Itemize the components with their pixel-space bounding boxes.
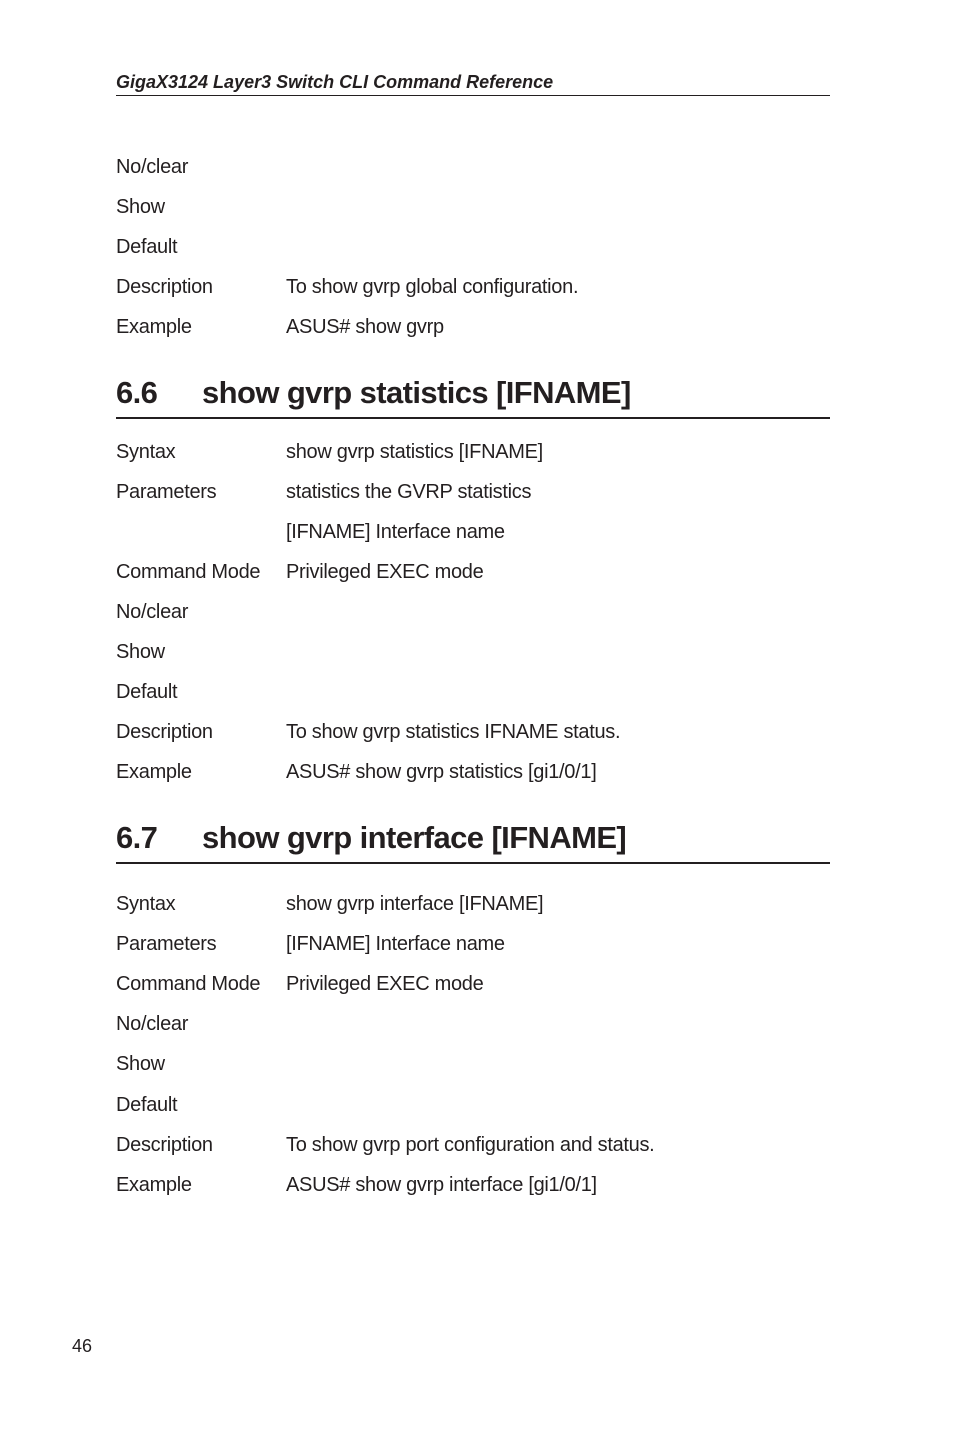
field-row [116, 477, 531, 507]
section-title: show gvrp statistics [IFNAME] [202, 375, 631, 410]
field-value: show gvrp statistics [IFNAME] [286, 441, 543, 463]
field-label: Command Mode [116, 561, 261, 583]
field-row [116, 517, 505, 547]
field-label: No/clear [116, 1013, 189, 1035]
field-row [116, 192, 286, 222]
field-label: Example [116, 316, 192, 338]
field-label: Syntax [116, 441, 176, 463]
field-value: Privileged EXEC mode [286, 561, 484, 583]
field-row [116, 677, 286, 707]
field-label: Description [116, 1134, 213, 1156]
field-value: show gvrp interface [IFNAME] [286, 893, 544, 915]
field-row [116, 1009, 286, 1039]
field-label: Description [116, 276, 213, 298]
section-heading-6-6 [116, 371, 830, 419]
field-label: Description [116, 721, 213, 743]
field-row [116, 597, 286, 627]
field-row [116, 1090, 286, 1120]
field-row [116, 757, 596, 787]
running-header: GigaX3124 Layer3 Switch CLI Command Reference [116, 69, 830, 96]
field-value: ASUS# show gvrp [286, 316, 444, 338]
field-row [116, 152, 286, 182]
field-row [116, 717, 620, 747]
field-label: Default [116, 681, 178, 703]
field-label: No/clear [116, 601, 189, 623]
field-row [116, 272, 578, 302]
field-label: Show [116, 641, 165, 663]
section-number: 6.6 [116, 375, 158, 410]
field-row [116, 557, 483, 587]
field-row [116, 889, 543, 919]
field-row [116, 637, 286, 667]
field-row [116, 1170, 597, 1200]
field-label: Show [116, 1053, 165, 1075]
field-label: Command Mode [116, 973, 261, 995]
field-label: Default [116, 1094, 178, 1116]
field-value: statistics the GVRP statistics [286, 481, 532, 503]
field-row [116, 929, 505, 959]
field-value: To show gvrp global configuration. [286, 276, 579, 298]
field-value: [IFNAME] Interface name [286, 933, 505, 955]
page-number: 46 [72, 1336, 93, 1356]
field-row [116, 1130, 654, 1160]
section-heading-6-7 [116, 816, 830, 864]
field-label: Example [116, 761, 192, 783]
field-value: ASUS# show gvrp statistics [gi1/0/1] [286, 761, 597, 783]
field-value: To show gvrp port configuration and status. [286, 1134, 655, 1156]
field-row [116, 969, 483, 999]
field-value: ASUS# show gvrp interface [gi1/0/1] [286, 1174, 597, 1196]
field-row [116, 232, 286, 262]
field-value: Privileged EXEC mode [286, 973, 484, 995]
field-label: No/clear [116, 156, 189, 178]
field-label: Parameters [116, 933, 217, 955]
section-number: 6.7 [116, 820, 158, 855]
field-row [116, 437, 543, 467]
field-label: Example [116, 1174, 192, 1196]
field-label: Show [116, 196, 165, 218]
section-title: show gvrp interface [IFNAME] [202, 820, 627, 855]
field-value: [IFNAME] Interface name [286, 521, 505, 543]
field-row [116, 1049, 286, 1079]
field-value: To show gvrp statistics IFNAME status. [286, 721, 621, 743]
field-label: Syntax [116, 893, 176, 915]
field-label: Default [116, 236, 178, 258]
field-label: Parameters [116, 481, 217, 503]
field-row [116, 312, 444, 342]
